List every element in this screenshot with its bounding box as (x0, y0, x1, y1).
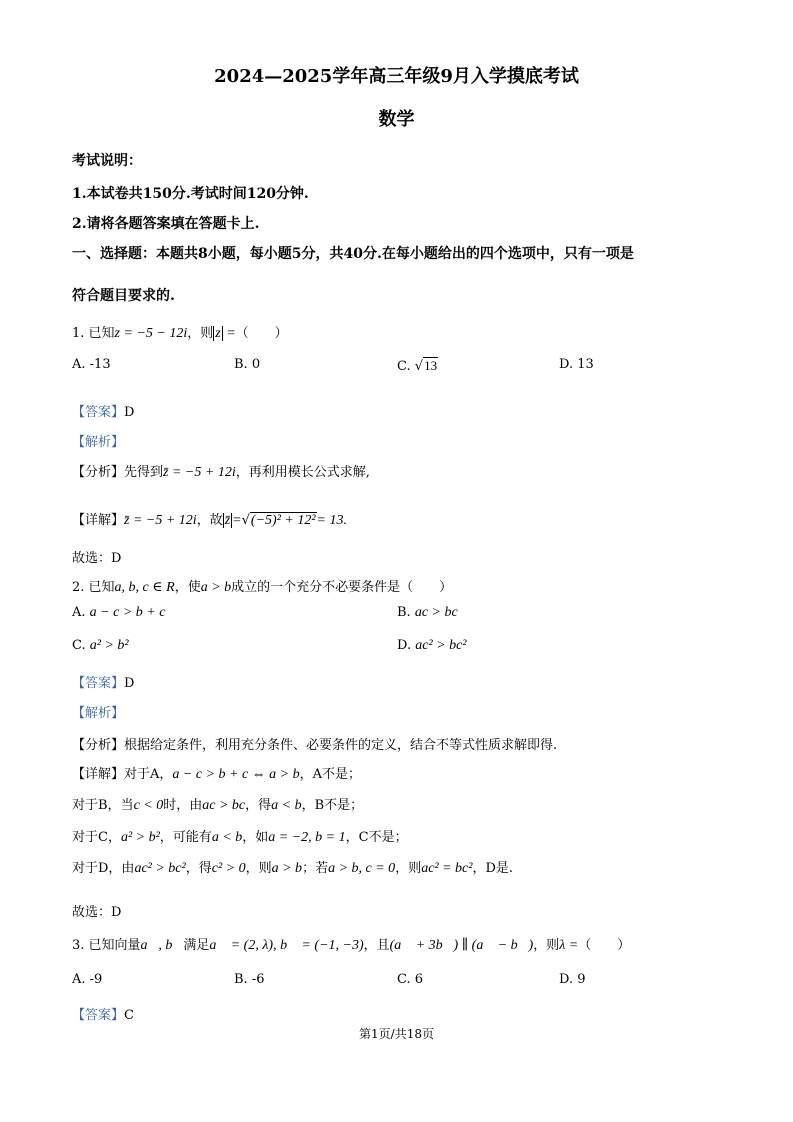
q1-prefix: 1. 已知 (72, 326, 115, 341)
section-heading-line1: 一、选择题：本题共8小题，每小题5分，共40分.在每小题给出的四个选项中，只有一项是 (72, 246, 634, 262)
q3-math-defs: a⃗ = (2, λ), b⃗ = (−1, −3) (209, 938, 364, 953)
fenxi-tag: 【分析】 (72, 465, 125, 480)
q2-detail-b-prefix: 对于B，当 (72, 798, 134, 813)
q3-answer (72, 1004, 134, 1023)
q2-detail-d-math2: c² > 0 (211, 861, 246, 876)
q2-detail-c-math2: a < b (211, 830, 243, 845)
q1-math-z: z = −5 − 12i (114, 326, 188, 341)
q3-option-b: B. -6 (234, 972, 265, 987)
q3-mid1: 满足 (183, 938, 210, 953)
q3-math-parallel: (a⃗ + 3b⃗) ∥ (a⃗ − b⃗) (389, 938, 534, 953)
q3-mid3: ，则 (533, 938, 560, 953)
subject-title: 数学 (378, 109, 415, 130)
q2-detail-b-mid1: 时，由 (163, 798, 203, 813)
q2-analysis-tag: 【解析】 (72, 706, 125, 721)
answer-tag: 【答案】 (72, 405, 125, 420)
q2-option-b (397, 605, 458, 621)
q1-choose: 故选：D (72, 551, 122, 566)
q2-detail-d-suffix: ，D是. (472, 861, 514, 876)
q1-fenxi (72, 461, 370, 481)
q2-option-b-math: ac > bc (414, 605, 458, 620)
instruction-item-2: 2.请将各题答案填在答题卡上. (72, 216, 260, 232)
q2-option-b-label: B. (397, 605, 411, 620)
q2-answer-value: D (124, 676, 135, 691)
q2-detail-d-math5: ac² = bc² (421, 861, 473, 876)
q2-choose: 故选：D (72, 905, 122, 920)
q3-option-d: D. 9 (559, 972, 586, 987)
q2-answer (72, 672, 134, 691)
q3-option-c: C. 6 (397, 972, 424, 987)
q2-detail-c-prefix: 对于C， (72, 830, 121, 845)
q2-detail-b (72, 794, 363, 814)
q1-option-d: D. 13 (559, 357, 594, 372)
q1-detail-math2: z̄ (224, 513, 231, 528)
q2-suffix: 成立的一个充分不必要条件是（ ） (231, 580, 453, 595)
q2-prefix: 2. 已知 (72, 580, 115, 595)
q2-detail-d-prefix: 对于D，由 (72, 861, 135, 876)
q1-option-c-label: C. (397, 359, 411, 374)
q1-detail-eq: = (232, 513, 242, 528)
detail-tag: 【详解】 (72, 513, 125, 528)
q3-math-vectors: a⃗, b⃗ (140, 938, 184, 953)
q2-detail-a (72, 763, 361, 783)
q1-fenxi-suffix: ，再利用模长公式求解, (235, 465, 370, 480)
section-heading-line2: 符合题目要求的. (72, 288, 175, 304)
q2-detail-b-math3: a < b (271, 798, 302, 813)
q1-option-b: B. 0 (234, 357, 261, 372)
q2-detail-d-mid3: ；若 (302, 861, 329, 876)
q1-analysis-tag: 【解析】 (72, 435, 125, 450)
q2-math-set: a, b, c ∈ R (114, 580, 175, 595)
q2-detail-b-math2: ac > bc (202, 798, 246, 813)
q2-detail-c-mid2: ，如 (242, 830, 269, 845)
page-footer: 第1页/共18页 (359, 1027, 434, 1041)
q1-fenxi-prefix: 先得到 (124, 465, 164, 480)
q2-option-a-label: A. (72, 605, 86, 620)
q1-math-abs: z (215, 326, 221, 341)
q1-option-c (397, 357, 438, 374)
q1-detail-radicand: (−5)² + 12² (250, 513, 316, 528)
q2-detail-b-suffix: ，B不是； (301, 798, 364, 813)
q2-option-c (72, 638, 129, 654)
q1-detail (72, 509, 347, 529)
q2-detail-a-suffix: ，A不是； (299, 767, 362, 782)
q3-option-a: A. -9 (72, 972, 103, 987)
q2-option-c-label: C. (72, 638, 86, 653)
q2-fenxi (72, 734, 557, 753)
q1-detail-math1: z̄ = −5 + 12i (124, 513, 197, 528)
q3-prefix: 3. 已知向量 (72, 938, 141, 953)
detail-tag: 【详解】 (72, 767, 125, 782)
q2-mid: ，使 (174, 580, 201, 595)
question-2-stem (72, 576, 452, 596)
q3-mid2: ，且 (363, 938, 390, 953)
q1-eq: = (222, 326, 236, 341)
sqrt-icon: √ (241, 513, 250, 528)
q1-detail-end: = 13. (316, 513, 347, 528)
q1-option-a: A. -13 (72, 357, 111, 372)
instructions-heading: 考试说明： (72, 153, 142, 169)
q2-math-ab: a > b (200, 580, 232, 595)
q3-math-lambda: λ = (559, 938, 579, 953)
q2-detail-d-math3: a > b (271, 861, 303, 876)
q2-detail-c-math3: a = −2, b = 1 (268, 830, 346, 845)
question-1-stem (72, 322, 288, 342)
q1-detail-mid: ，故 (196, 513, 223, 528)
sqrt-icon: √ (414, 359, 424, 374)
q1-answer (72, 401, 134, 420)
q1-option-c-value: 13 (424, 358, 438, 373)
answer-tag: 【答案】 (72, 676, 125, 691)
q2-option-d (397, 638, 467, 654)
q2-detail-a-math: a − c > b + c ⇔ a > b (172, 767, 300, 782)
instruction-item-1: 1.本试卷共150分.考试时间120分钟. (72, 186, 309, 202)
q2-option-a (72, 605, 165, 621)
q1-mid: ，则 (187, 326, 214, 341)
q2-detail-c-math1: a² > b² (120, 830, 160, 845)
q2-detail-d-mid2: ，则 (245, 861, 272, 876)
q2-option-d-math: ac² > bc² (415, 638, 467, 653)
q3-suffix: （ ） (578, 938, 631, 953)
q2-detail-b-math1: c < 0 (133, 798, 164, 813)
q2-detail-c (72, 826, 408, 846)
q2-detail-a-prefix: 对于A， (124, 767, 173, 782)
q1-answer-value: D (124, 405, 135, 420)
q2-detail-d (72, 857, 513, 877)
q2-option-d-label: D. (397, 638, 412, 653)
page-title: 2024—2025学年高三年级9月入学摸底考试 (214, 66, 579, 87)
q1-fenxi-math: z̄ = −5 + 12i (163, 465, 236, 480)
q2-detail-d-math1: ac² > bc² (134, 861, 186, 876)
q2-detail-b-mid2: ，得 (245, 798, 272, 813)
q1-paren: （ ） (235, 326, 288, 341)
q2-detail-d-math4: a > b, c = 0 (328, 861, 396, 876)
q2-detail-c-mid1: ，可能有 (159, 830, 212, 845)
q2-fenxi-text: 根据给定条件，利用充分条件、必要条件的定义，结合不等式性质求解即得. (124, 738, 558, 753)
answer-tag: 【答案】 (72, 1008, 125, 1023)
q2-detail-d-mid1: ，得 (185, 861, 212, 876)
q3-answer-value: C (124, 1008, 134, 1023)
q2-option-a-math: a − c > b + c (89, 605, 166, 620)
q2-option-c-math: a² > b² (89, 638, 129, 653)
question-3-stem (72, 934, 630, 954)
fenxi-tag: 【分析】 (72, 738, 125, 753)
q2-detail-d-mid4: ，则 (395, 861, 422, 876)
q2-detail-c-suffix: ，C不是； (345, 830, 408, 845)
